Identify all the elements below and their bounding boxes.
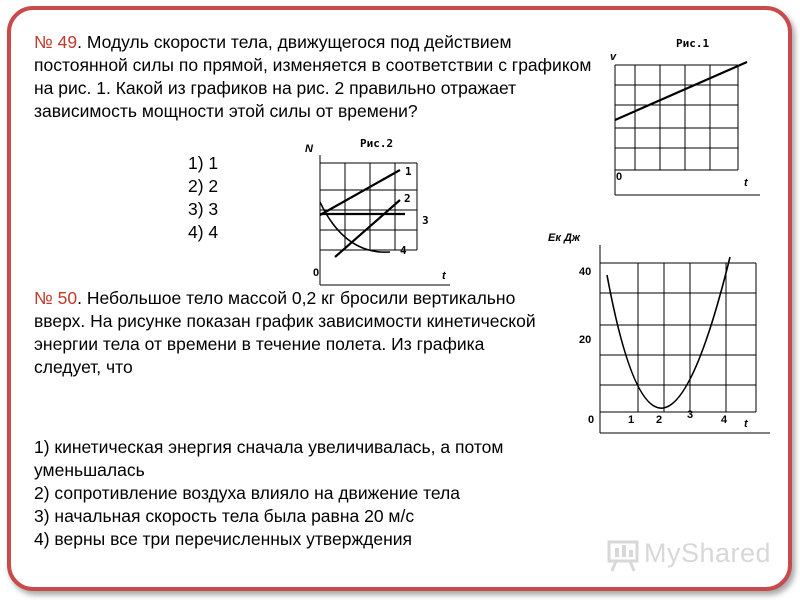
figure-1-y-label: v <box>610 51 617 63</box>
problem-50-option-2[interactable]: 2) сопротивление воздуха влияло на движение тела <box>34 483 460 503</box>
problem-50-option-3[interactable]: 3) начальная скорость тела была равна 20 м/с <box>34 506 415 526</box>
figure-2-title: Рис.2 <box>360 137 394 150</box>
figure-3-x-label: t <box>744 418 748 430</box>
figure-3-x-tick-2: 2 <box>656 414 663 426</box>
figure-3-y-tick-20: 20 <box>579 334 592 346</box>
figure-1-x-label: t <box>744 177 748 189</box>
watermark-text: MyShared <box>644 538 772 568</box>
problem-49-option-2[interactable]: 2) 2 <box>188 176 219 196</box>
figure-2-curve-1 <box>320 170 400 215</box>
figure-3-y-label: Ек Дж <box>548 232 581 244</box>
figure-2-label-4: 4 <box>400 244 407 257</box>
problem-49-number: № 49 <box>34 32 78 52</box>
presentation-board-icon <box>606 538 640 572</box>
problem-50-text <box>34 287 554 379</box>
figure-1-chart <box>600 30 770 200</box>
figure-3-origin: 0 <box>588 414 595 426</box>
figure-2-label-2: 2 <box>404 192 411 205</box>
problem-49-text <box>34 31 594 123</box>
figure-1-grid <box>615 65 760 195</box>
problem-49-option-4[interactable]: 4) 4 <box>188 222 219 242</box>
problem-50-option-1[interactable]: 1) кинетическая энергия сначала увеличивалась, а потом уменьшалась <box>34 437 504 480</box>
figure-2-label-3: 3 <box>422 214 429 227</box>
problem-50-body: . Небольшое тело массой 0,2 кг бросили вертикально вверх. На рисунке показан график зависимости кинетической энергии тела от времени в течение полета. Из графика следует, что <box>34 288 536 377</box>
figure-1-origin: 0 <box>616 171 623 183</box>
myshared-watermark <box>604 536 774 576</box>
figure-3-y-tick-40: 40 <box>579 266 592 278</box>
problem-49-options <box>188 152 218 244</box>
figure-2-grid <box>320 155 450 285</box>
problem-49-body: . Модуль скорости тела, движущегося под действием постоянной силы по прямой, изменяется в соответствии с графиком на рис. 1. Какой из графиков на рис. 2 правильно отражает зависимость мощности этой силы от времени? <box>34 32 592 121</box>
problem-49-option-3[interactable]: 3) 3 <box>188 199 219 219</box>
problem-49-option-1[interactable]: 1) 1 <box>188 153 219 173</box>
figure-1-title: Рис.1 <box>676 37 710 50</box>
figure-2-x-label: t <box>442 270 446 282</box>
problem-50-option-4[interactable]: 4) верны все три перечисленных утверждения <box>34 529 413 549</box>
figure-3-x-tick-1: 1 <box>628 414 635 426</box>
figure-3-chart <box>540 225 775 440</box>
figure-2-label-1: 1 <box>405 165 412 178</box>
problem-50-number: № 50 <box>34 288 78 308</box>
problem-50-options <box>34 436 594 551</box>
figure-3-x-tick-3: 3 <box>687 409 694 421</box>
figure-2-y-label: N <box>305 143 313 155</box>
figure-3-x-tick-4: 4 <box>721 414 728 426</box>
figure-2-origin: 0 <box>313 267 320 279</box>
figure-3-grid <box>600 245 770 433</box>
figure-2-chart <box>300 130 460 290</box>
